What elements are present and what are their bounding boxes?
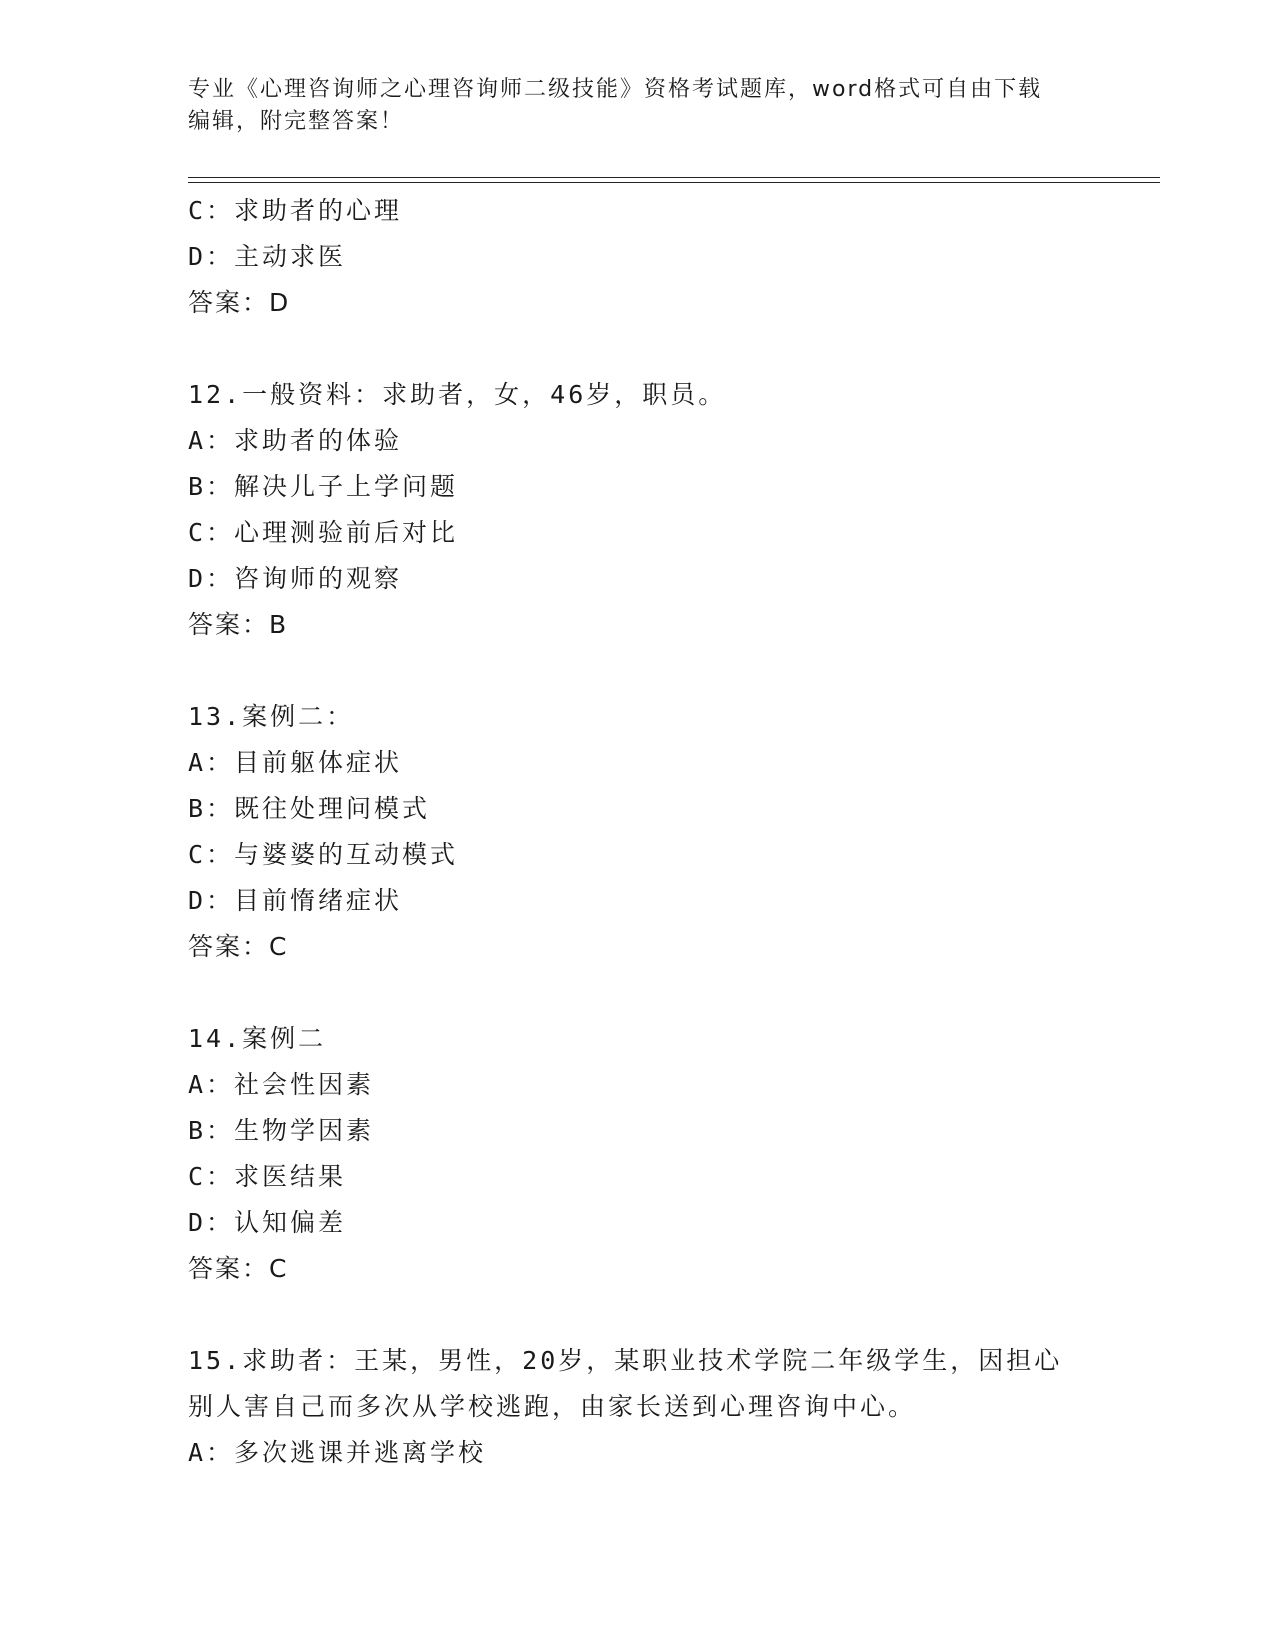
header-divider-top [188,177,1160,178]
answer-line: 答案：B [188,610,289,639]
document-header [188,74,1088,138]
spacer [188,326,1088,372]
option-b: B：生物学因素 [188,1116,375,1145]
header-divider-bottom [188,182,1160,183]
question-stem: 14.案例二 [188,1024,327,1053]
header-title-line-2: 编辑，附完整答案！ [188,109,405,134]
question-13 [188,694,1088,970]
answer-line: 答案：D [188,288,291,317]
answer-line: 答案：C [188,932,289,961]
option-d: D：咨询师的观察 [188,564,403,593]
option-a: A：多次逃课并逃离学校 [188,1438,487,1467]
spacer [188,1292,1088,1338]
question-15 [188,1338,1088,1476]
option-b: B：解决儿子上学问题 [188,472,459,501]
question-stem: 13.案例二： [188,702,355,731]
spacer [188,648,1088,694]
option-a: A：求助者的体验 [188,426,403,455]
option-d: D：主动求医 [188,242,347,271]
question-12 [188,372,1088,648]
question-stem-line-2: 别人害自己而多次从学校逃跑，由家长送到心理咨询中心。 [188,1392,917,1421]
question-14 [188,1016,1088,1292]
answer-line: 答案：C [188,1254,289,1283]
option-c: C：求医结果 [188,1162,347,1191]
question-11-tail [188,188,1088,326]
option-c: C：心理测验前后对比 [188,518,459,547]
option-d: D：认知偏差 [188,1208,347,1237]
question-stem-line-1: 15.求助者：王某，男性，20岁，某职业技术学院二年级学生，因担心 [188,1346,1063,1375]
option-c: C：与婆婆的互动模式 [188,840,459,869]
option-c: C：求助者的心理 [188,196,403,225]
option-a: A：社会性因素 [188,1070,375,1099]
question-list [188,188,1088,1476]
option-d: D：目前惰绪症状 [188,886,403,915]
spacer [188,970,1088,1016]
option-b: B：既往处理问模式 [188,794,431,823]
header-title-line-1: 专业《心理咨询师之心理咨询师二级技能》资格考试题库，word格式可自由下载 [188,77,1043,102]
option-a: A：目前躯体症状 [188,748,403,777]
question-stem: 12.一般资料：求助者，女，46岁，职员。 [188,380,727,409]
